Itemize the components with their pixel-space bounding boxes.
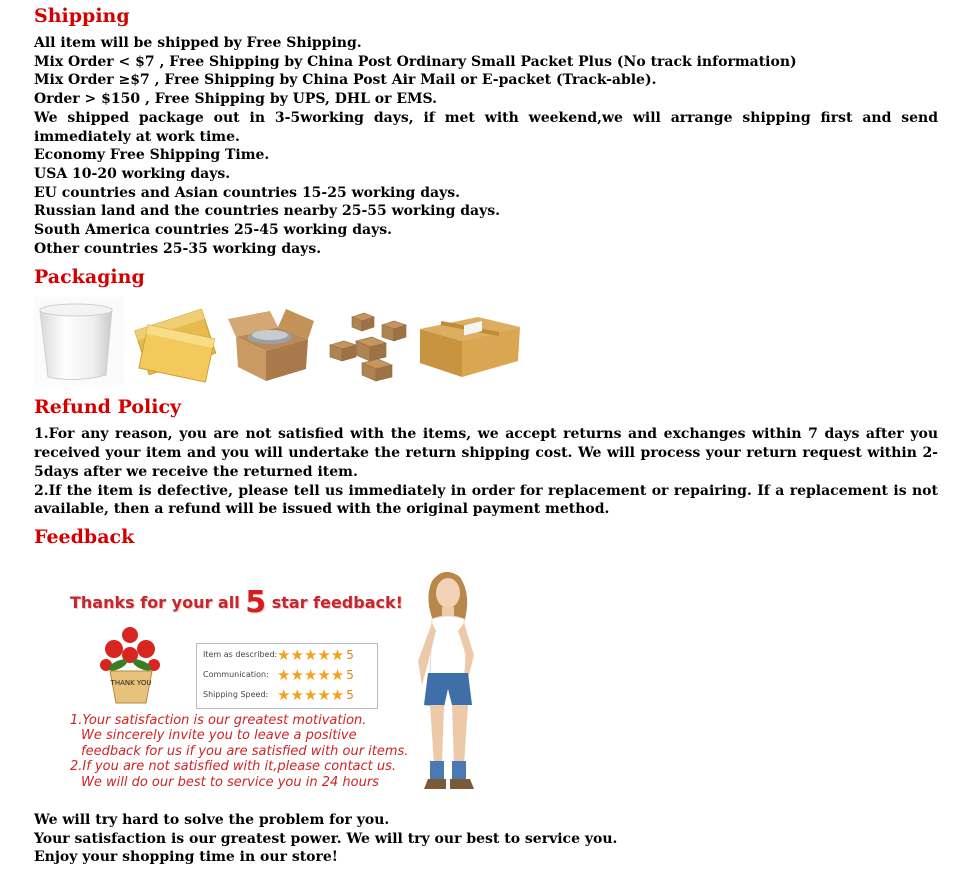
- feedback-line: 1.Your satisfaction is our greatest motivation.: [70, 712, 367, 728]
- packaging-images: [34, 297, 938, 385]
- feedback-message: [70, 713, 408, 791]
- listing-description: [34, 4, 938, 867]
- shipping-dispatch-paragraph: We shipped package out in 3-5working days, if met with weekend,we will arrange shipping first and send immediately at work time.: [34, 109, 938, 145]
- rating-row: [203, 647, 354, 663]
- feedback-line: We will do our best to service you in 24 hours: [81, 774, 379, 790]
- feedback-line: feedback for us if you are satisfied with our items.: [81, 743, 409, 759]
- padded-envelope-image: [130, 297, 220, 385]
- shipping-line: All item will be shipped by Free Shipping.: [34, 35, 362, 51]
- feedback-line: We sincerely invite you to leave a positive: [81, 728, 357, 744]
- feedback-banner: [34, 565, 514, 805]
- closing-line: Your satisfaction is our greatest power. We will try our best to service you.: [34, 830, 618, 847]
- shipping-heading: Shipping: [34, 5, 130, 27]
- rating-label: Communication:: [203, 670, 269, 680]
- flower-pot-icon: [96, 621, 166, 705]
- rating-label: Shipping Speed:: [203, 690, 269, 700]
- rating-row: [203, 667, 354, 683]
- flower-pot-label: THANK YOU: [110, 678, 152, 687]
- shipping-times: [34, 146, 938, 258]
- girl-illustration: [394, 565, 504, 805]
- open-box-image: [226, 297, 316, 385]
- shipping-time-line: Russian land and the countries nearby 25-55 working days.: [34, 203, 500, 220]
- shipping-line: Mix Order < $7 , Free Shipping by China Post Ordinary Small Packet Plus (No track information): [34, 53, 797, 70]
- shipping-time-line: South America countries 25-45 working days.: [34, 222, 392, 239]
- closing-lines: [34, 811, 938, 867]
- thanks-pre: Thanks for your all: [70, 592, 246, 612]
- shipping-time-line: Economy Free Shipping Time.: [34, 147, 270, 164]
- refund-heading: Refund Policy: [34, 396, 182, 419]
- shipping-carton-image: [418, 297, 522, 385]
- shipping-time-line: EU countries and Asian countries 15-25 working days.: [34, 184, 460, 201]
- feedback-heading: Feedback: [34, 525, 135, 548]
- star-icons: ★★★★★: [277, 685, 345, 704]
- rating-label: Item as described:: [203, 650, 278, 660]
- shipping-lines: [34, 34, 938, 109]
- shipping-line: Order > $150 , Free Shipping by UPS, DHL or EMS.: [34, 91, 438, 108]
- star-icons: ★★★★★: [277, 645, 345, 664]
- shipping-time-line: USA 10-20 working days.: [34, 165, 231, 182]
- rating-box: [196, 643, 378, 709]
- feedback-line: 2.If you are not satisfied with it,please contact us.: [70, 759, 397, 775]
- packaging-heading: Packaging: [34, 266, 145, 289]
- shipping-line: Mix Order ≥$7 , Free Shipping by China Post Air Mail or E-packet (Track-able).: [34, 72, 657, 89]
- foam-bag-image: [34, 297, 124, 385]
- refund-items: [34, 425, 938, 519]
- rating-score: 5: [346, 687, 354, 702]
- shipping-time-line: Other countries 25-35 working days.: [34, 240, 322, 257]
- rating-score: 5: [346, 647, 354, 662]
- thanks-post: star feedback!: [266, 592, 403, 612]
- boxes-stack-image: [322, 297, 412, 385]
- rating-score: 5: [346, 667, 354, 682]
- thanks-number: 5: [245, 584, 267, 620]
- feedback-thanks-title: [70, 585, 403, 620]
- refund-item: 2.If the item is defective, please tell us immediately in order for replacement or repairing. If a replacement is not available, then a refund will be issued with the original payment method.: [34, 482, 938, 518]
- closing-line: Enjoy your shopping time in our store!: [34, 849, 338, 866]
- closing-line: We will try hard to solve the problem for you.: [34, 811, 390, 828]
- rating-row: [203, 687, 354, 703]
- star-icons: ★★★★★: [277, 665, 345, 684]
- refund-item: 1.For any reason, you are not satisfied with the items, we accept returns and exchanges within 7 days after you received your item and you will undertake the return shipping cost. We will process your return request within 2-5days after we receive the returned item.: [34, 426, 938, 480]
